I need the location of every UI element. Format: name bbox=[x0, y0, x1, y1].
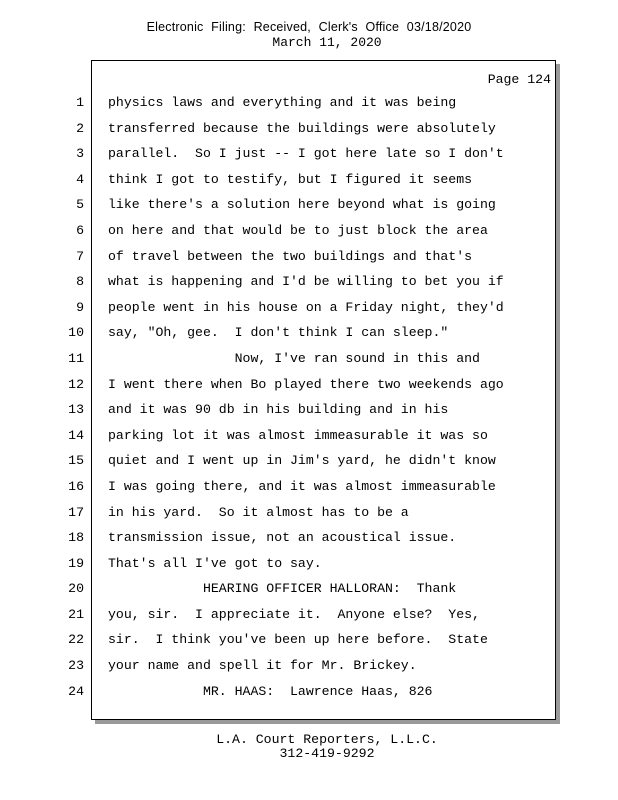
line-text: and it was 90 db in his building and in his bbox=[108, 402, 449, 418]
transcript-line bbox=[0, 529, 560, 555]
line-text: That's all I've got to say. bbox=[108, 555, 322, 571]
line-text: I was going there, and it was almost immeasurable bbox=[108, 478, 496, 494]
line-text: physics laws and everything and it was being bbox=[108, 95, 457, 110]
line-text: sir. I think you've been up here before. State bbox=[108, 632, 488, 648]
line-number: 15 bbox=[68, 453, 84, 469]
transcript-line bbox=[0, 145, 560, 171]
line-number: 3 bbox=[76, 146, 84, 162]
line-text: your name and spell it for Mr. Brickey. bbox=[108, 658, 417, 674]
line-number: 8 bbox=[76, 274, 84, 290]
page-number: Page 124 bbox=[487, 72, 551, 87]
line-number: 20 bbox=[68, 581, 84, 597]
court-reporter-phone: 312-419-9292 bbox=[279, 746, 375, 761]
transcript-line bbox=[0, 427, 560, 453]
line-number: 13 bbox=[68, 402, 84, 418]
line-text: you, sir. I appreciate it. Anyone else? Yes, bbox=[108, 606, 480, 622]
transcript-line bbox=[0, 580, 560, 606]
transcript-line bbox=[0, 555, 560, 581]
line-text: think I got to testify, but I figured it seems bbox=[108, 171, 473, 187]
line-number: 16 bbox=[68, 478, 84, 494]
line-text: HEARING OFFICER HALLORAN: Thank bbox=[108, 581, 457, 597]
transcript-line bbox=[0, 401, 560, 427]
line-text: parking lot it was almost immeasurable it was so bbox=[108, 427, 488, 443]
line-number: 4 bbox=[76, 171, 84, 187]
line-number: 23 bbox=[68, 658, 84, 674]
transcript-line bbox=[0, 273, 560, 299]
transcript-line bbox=[0, 376, 560, 402]
transcript-lines bbox=[0, 94, 560, 708]
line-number: 22 bbox=[68, 632, 84, 648]
line-number: 18 bbox=[68, 530, 84, 546]
line-number: 21 bbox=[68, 606, 84, 622]
transcript-line bbox=[0, 94, 560, 120]
line-number: 10 bbox=[68, 325, 84, 341]
line-text: parallel. So I just -- I got here late so I don't bbox=[108, 146, 504, 162]
line-text: transferred because the buildings were absolutely bbox=[108, 120, 496, 136]
transcript-line bbox=[0, 120, 560, 146]
transcript-line bbox=[0, 504, 560, 530]
line-number: 7 bbox=[76, 248, 84, 264]
transcript-line bbox=[0, 478, 560, 504]
line-number: 11 bbox=[68, 350, 84, 366]
transcript-line bbox=[0, 606, 560, 632]
line-number: 14 bbox=[68, 427, 84, 443]
line-number: 24 bbox=[68, 683, 84, 699]
court-reporter-name: L.A. Court Reporters, L.L.C. bbox=[216, 732, 438, 747]
transcript-line bbox=[0, 631, 560, 657]
line-text: people went in his house on a Friday night, they'd bbox=[108, 299, 504, 315]
line-text: say, "Oh, gee. I don't think I can sleep." bbox=[108, 325, 449, 341]
line-text: I went there when Bo played there two weekends ago bbox=[108, 376, 504, 392]
line-text: quiet and I went up in Jim's yard, he didn't know bbox=[108, 453, 496, 469]
transcript-line bbox=[0, 248, 560, 274]
transcript-line bbox=[0, 196, 560, 222]
line-text: transmission issue, not an acoustical issue. bbox=[108, 530, 457, 546]
line-number: 12 bbox=[68, 376, 84, 392]
line-text: in his yard. So it almost has to be a bbox=[108, 504, 409, 520]
line-number: 5 bbox=[76, 197, 84, 213]
line-number: 17 bbox=[68, 504, 84, 520]
transcript-line bbox=[0, 171, 560, 197]
transcript-line bbox=[0, 350, 560, 376]
footer bbox=[0, 733, 618, 761]
transcript-line bbox=[0, 324, 560, 350]
line-text: MR. HAAS: Lawrence Haas, 826 bbox=[108, 683, 433, 699]
line-text: like there's a solution here beyond what is going bbox=[108, 197, 496, 213]
line-number: 19 bbox=[68, 555, 84, 571]
transcript-line bbox=[0, 657, 560, 683]
transcript-line bbox=[0, 222, 560, 248]
filing-stamp: Electronic Filing: Received, Clerk's Office 03/18/2020 bbox=[146, 20, 472, 34]
hearing-date: March 11, 2020 bbox=[272, 35, 382, 50]
line-number: 9 bbox=[76, 299, 84, 315]
transcript-line bbox=[0, 299, 560, 325]
transcript-line bbox=[0, 683, 560, 709]
line-text: of travel between the two buildings and that's bbox=[108, 248, 473, 264]
line-text: Now, I've ran sound in this and bbox=[108, 350, 480, 366]
transcript-line bbox=[0, 452, 560, 478]
line-text: on here and that would be to just block the area bbox=[108, 222, 488, 238]
line-text: what is happening and I'd be willing to bet you if bbox=[108, 274, 504, 290]
line-number: 2 bbox=[76, 120, 84, 136]
line-number: 6 bbox=[76, 222, 84, 238]
line-number: 1 bbox=[76, 95, 84, 110]
